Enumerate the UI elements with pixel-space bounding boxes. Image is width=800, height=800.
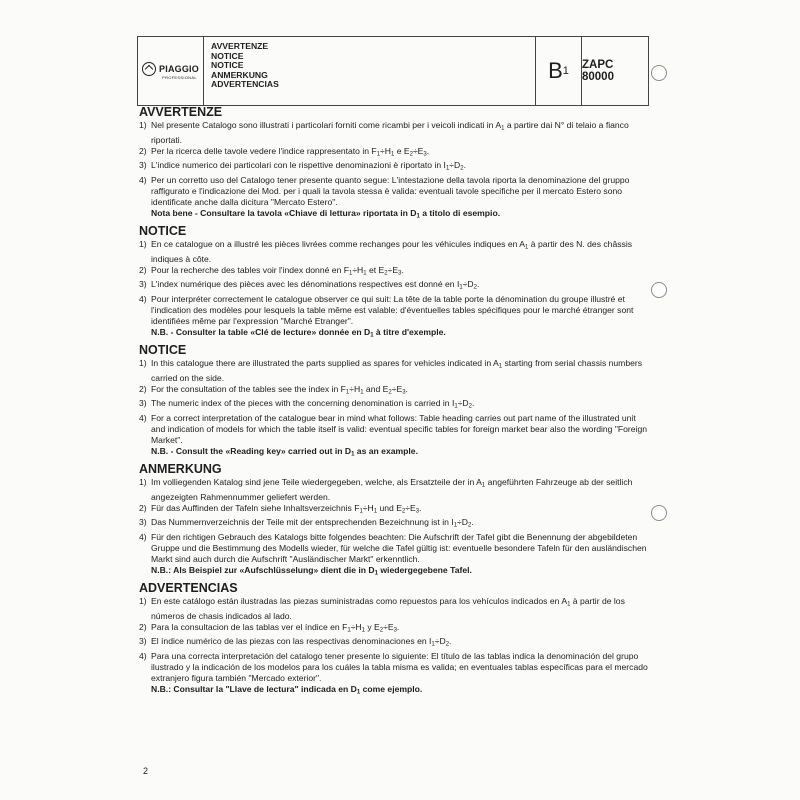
section-title: NOTICE <box>139 343 187 357</box>
item-number: 2) <box>139 145 147 156</box>
section-title: AVVERTENZE <box>139 105 223 119</box>
section-label <box>536 37 582 105</box>
list-item <box>139 636 649 651</box>
catalog-code: ZAPC 80000 <box>582 59 614 83</box>
list-item <box>139 477 649 503</box>
item-number: 3) <box>139 517 147 527</box>
list-item <box>139 120 649 146</box>
item-number: 1) <box>139 596 147 606</box>
logo-text: PIAGGIO <box>159 64 199 74</box>
item-number: 4) <box>139 531 147 542</box>
header-title: ADVERTENCIAS <box>211 79 279 89</box>
list-item <box>139 622 649 637</box>
list-item <box>139 294 649 342</box>
item-text: In this catalogue there are illustrated the parts supplied as spares for vehicles indicated in $A_1$ starting from serial chassis numbers carried on the side. <box>151 358 643 383</box>
item-number: 4) <box>139 293 147 304</box>
list-item <box>139 651 649 699</box>
item-number: 3) <box>139 160 147 170</box>
binder-hole-icon <box>651 282 667 298</box>
item-number: 2) <box>139 264 147 275</box>
item-text: Für den richtigen Gebrauch des Katalogs bitte folgendes beachten: Die Aufschrift der Tafel gibt die Benennung der abgebildeten Gruppe und die Bestimmung des Modells wieder, für welche die Tafel gültig ist: eventuelle besondere Tafeln für den ausländischen Markt sind auch durch die Aufschrift "Ausländischer Markt" erkenntlich. N.B.: Als Beispiel zur «Aufschlüsselung» dient die in $D_1$ wiedergegebene Tafel. <box>151 532 649 580</box>
list-item <box>139 279 649 294</box>
item-text: For a correct interpretation of the catalogue bear in mind what follows: Table heading carries out part name of the illustrated unit and indication of models for which the table itself is valid: eventual specific tables for foreign market bear also the wording "Foreign Market". N.B. - Consult the «Reading key» carried out in $D_1$ as an example. <box>151 413 649 461</box>
item-number: 4) <box>139 650 147 661</box>
list-item <box>139 146 649 161</box>
item-number: 3) <box>139 279 147 289</box>
item-text: Im volliegenden Katalog sind jene Teile wiedergegeben, welche, als Ersatzteile der in $A_1$ angeführten Fahrzeuge ab der seitlich angezeigten Rahmennummer geliefert werden. <box>151 477 633 502</box>
header-titles <box>204 37 536 105</box>
item-text: Das Nummernverzeichnis der Teile mit der entsprechenden Bezeichnung ist in $I_1\div D_2$. <box>151 517 474 529</box>
logo-cell <box>138 37 204 105</box>
item-text: En este catálogo están ilustradas las piezas suministradas como repuestos para los vehículos indicados en $A_1$ à partir de los números de chasis indicados al lado. <box>151 596 625 621</box>
piaggio-logo <box>142 62 199 76</box>
header-title: NOTICE <box>211 60 244 70</box>
list-item <box>139 517 649 532</box>
list-item <box>139 358 649 384</box>
item-text: Pour la recherche des tables voir l'index donné en $F_1\div H_1$ et $E_2\div E_3$. <box>151 264 404 276</box>
header-table <box>137 36 649 106</box>
item-text: L'indice numerico dei particolari con le rispettive denominazioni è riportato in $I_1\div D_2$. <box>151 160 466 172</box>
item-number: 2) <box>139 383 147 394</box>
header-title: AVVERTENZE <box>211 41 269 51</box>
list-item <box>139 398 649 413</box>
header-title: NOTICE <box>211 50 244 61</box>
item-text: L'index numérique des pièces avec les dénominations respectives est donné en $I_1\div D_2$. <box>151 279 480 291</box>
item-text: Für das Auffinden der Tafeln siehe Inhaltsverzeichnis $F_1\div H_1$ und $E_2\div E_3$. <box>151 502 422 514</box>
section-title: ANMERKUNG <box>139 462 222 476</box>
list-item <box>139 239 649 265</box>
item-number: 3) <box>139 398 147 408</box>
section-letter: B <box>548 58 563 83</box>
piaggio-emblem-icon <box>142 62 156 76</box>
item-number: 4) <box>139 174 147 185</box>
section-title: NOTICE <box>139 224 187 238</box>
item-number: 1) <box>139 120 147 130</box>
list-item <box>139 532 649 580</box>
item-text: Para la consultacion de las tablas ver el índice en $F_1\div H_1$ y $E_2\div E_3$. <box>151 621 400 633</box>
section-subscript: 1 <box>562 65 569 77</box>
item-number: 1) <box>139 239 147 249</box>
document-body <box>139 103 649 698</box>
list-item <box>139 503 649 518</box>
item-number: 1) <box>139 358 147 368</box>
item-note: N.B.: Consultar la "Llave de lectura" indicada en $D_1$ come ejemplo. <box>151 683 423 695</box>
item-note: N.B. - Consult the «Reading key» carried out in $D_1$ as an example. <box>151 445 418 457</box>
item-text: Para una correcta interpretación del catalogo tener presente lo siguiente: El título de las tablas indica la denominación del grupo ilustrado y la indicación de los modelos para los cuáles la tabla misma es valida; en eventuales tablas específicas para el mercado extranjero figura también "Mercado exterior". N.B.: Consultar la "Llave de lectura" indicada en $D_1$ come ejemplo. <box>151 651 649 699</box>
list-item <box>139 596 649 622</box>
item-number: 2) <box>139 502 147 513</box>
item-note: N.B.: Als Beispiel zur «Aufschlüsselung» dient die in $D_1$ wiedergegebene Tafel. <box>151 564 472 576</box>
page-number: 2 <box>143 766 149 776</box>
section-title: ADVERTENCIAS <box>139 581 238 595</box>
list-item <box>139 160 649 175</box>
item-text: Pour interpréter correctement le catalogue observer ce qui suit: La tête de la table porte la dénomination du groupe illustré et l'indication des modèles pour lesquels la table même est valable: d'éventuelles tables spécifiques pour le marché étranger sont identifiées même par l'expression "Marché Etranger". N.B. - Consulter la table «Clé de lecture» donnée en $D_1$ à titre d'exemple. <box>151 294 649 342</box>
binder-hole-icon <box>651 505 667 521</box>
binder-hole-icon <box>651 65 667 81</box>
item-text: The numeric index of the pieces with the concerning denomination is carried in $I_1\div D_2$. <box>151 398 475 410</box>
item-text: Per un corretto uso del Catalogo tener presente quanto segue: L'intestazione della tavola riporta la denominazione del gruppo raffigurato e l'indicazione dei Mod. per i quali la tavola stessa è valida: eventuali tavole specifiche per il mercato Estero sono identificate anche dalla dicitura "Mercato Estero". Nota bene - Consultare la tavola «Chiave di lettura» riportata in $D_1$ a titolo di esempio. <box>151 175 649 223</box>
item-note: Nota bene - Consultare la tavola «Chiave di lettura» riportata in $D_1$ a titolo di esempio. <box>151 207 501 219</box>
list-item <box>139 413 649 461</box>
logo-subtitle: PROFESSIONAL <box>162 75 197 80</box>
item-number: 1) <box>139 477 147 487</box>
item-text: For the consultation of the tables see the index in $F_1\div H_1$ and $E_2\div E_3$. <box>151 383 408 395</box>
list-item <box>139 384 649 399</box>
item-text: En ce catalogue on a illustré les pièces livrées comme rechanges pour les véhicules indiques en $A_1$ à partir des N. des châssis indiques à côte. <box>151 239 633 264</box>
item-text: El índice numérico de las piezas con las respectivas denominaciones en $I_1\div D_2$. <box>151 636 452 648</box>
item-number: 4) <box>139 412 147 423</box>
list-item <box>139 175 649 223</box>
header-title: ANMERKUNG <box>211 69 268 80</box>
list-item <box>139 265 649 280</box>
item-text: Per la ricerca delle tavole vedere l'indice rappresentato in $F_1\div H_1$ e $E_2\div E_3$. <box>151 145 430 157</box>
item-text: Nel presente Catalogo sono illustrati i particolari forniti come ricambi per i veicoli indicati in $A_1$ a partire dai N° di telaio a fianco riportati. <box>151 120 629 145</box>
item-number: 3) <box>139 636 147 646</box>
item-note: N.B. - Consulter la table «Clé de lecture» donnée en $D_1$ à titre d'exemple. <box>151 326 446 338</box>
item-number: 2) <box>139 621 147 632</box>
